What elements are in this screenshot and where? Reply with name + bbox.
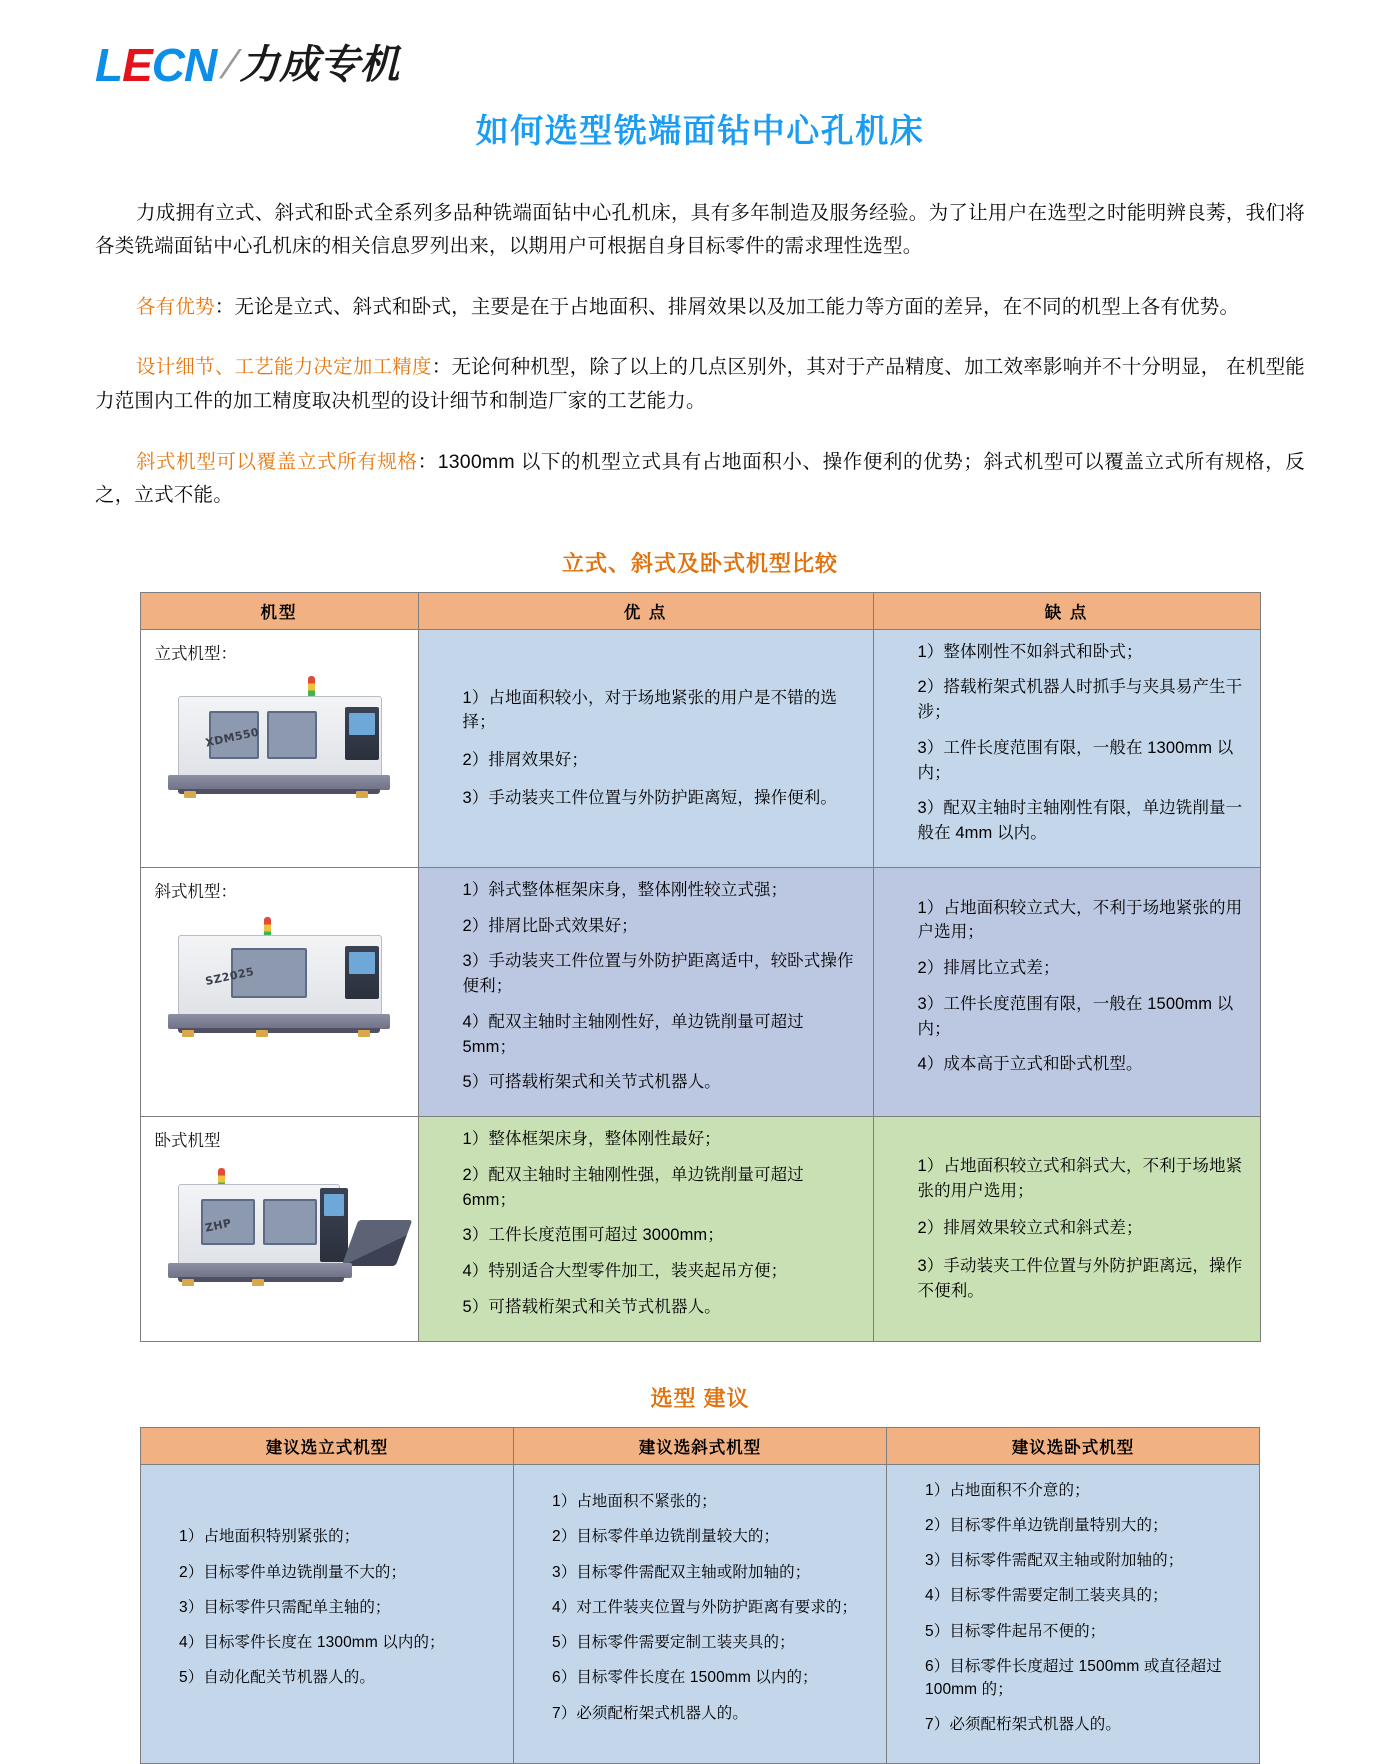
coverage-text: ：1300mm 以下的机型立式具有占地面积小、操作便利的优势；斜式机型可以覆盖立式所有规格，反之，立式不能。 <box>95 450 1305 507</box>
table-row <box>140 629 1260 867</box>
list-item: 4）特别适合大型零件加工，装夹起吊方便； <box>462 1262 788 1281</box>
list-item: 3）目标零件只需配单主轴的； <box>179 1598 391 1616</box>
pros-list-slant <box>433 878 859 1095</box>
pros-cell-slant <box>418 867 873 1116</box>
model-name-horizontal: 卧式机型 <box>154 1132 221 1151</box>
model-cell-vertical <box>140 629 418 867</box>
list-item: 4）对工件装夹位置与外防护距离有要求的； <box>552 1598 858 1616</box>
machine-foot <box>182 1279 194 1286</box>
machine-model-badge: XDM550 <box>204 725 261 750</box>
list-item: 1）占地面积较立式大，不利于场地紧张的用户选用； <box>917 898 1243 942</box>
list-item: 2）配双主轴时主轴刚性强，单边铣削量可超过 6mm； <box>462 1165 804 1209</box>
list-item: 6）目标零件长度在 1500mm 以内的； <box>552 1669 818 1687</box>
machine-window-right <box>263 1199 317 1245</box>
list-item: 1）占地面积较立式和斜式大，不利于场地紧张的用户选用； <box>917 1156 1243 1200</box>
list-item: 6）目标零件长度超过 1500mm 或直径超过 100mm 的； <box>925 1657 1222 1699</box>
header-cons: 缺 点 <box>873 592 1260 629</box>
control-panel <box>320 1188 348 1262</box>
advantage-text: ：无论是立式、斜式和卧式，主要是在于占地面积、排屑效果以及加工能力等方面的差异，在不同的机型上各有优势。 <box>214 295 1240 318</box>
cons-cell-slant <box>873 867 1260 1116</box>
chip-conveyor <box>342 1220 413 1266</box>
advantage-heading: 各有优势 <box>135 295 215 318</box>
logo-letter-l: L <box>95 39 123 91</box>
model-name-vertical: 立式机型： <box>154 644 237 663</box>
model-name-slant: 斜式机型： <box>154 882 237 901</box>
list-item: 4）成本高于立式和卧式机型。 <box>917 1055 1143 1074</box>
header-logo-bar <box>0 0 1400 92</box>
list-item: 2）排屑比卧式效果好； <box>462 916 638 935</box>
list-item: 1）斜式整体框架床身，整体刚性较立式强； <box>462 880 788 899</box>
machine-model-badge: ZHP <box>203 1216 233 1235</box>
pros-list-vertical <box>433 686 859 811</box>
page-title: 如何选型铣端面钻中心孔机床 <box>475 112 925 149</box>
list-item: 1）整体刚性不如斜式和卧式； <box>917 642 1143 661</box>
list-item: 7）必须配桁架式机器人的。 <box>552 1704 748 1722</box>
control-panel <box>345 707 379 760</box>
list-item: 2）排屑比立式差； <box>917 959 1060 978</box>
slant-machine-illustration <box>160 915 398 1033</box>
pros-cell-vertical <box>418 629 873 867</box>
precision-text: ：无论何种机型，除了以上的几点区别外，其对于产品精度、加工效率影响并不十分明显， 在机型能力范围内工件的加工精度取决机型的设计细节和制造厂家的工艺能力。 <box>95 356 1305 413</box>
machine-window-right <box>267 711 317 759</box>
model-cell-slant <box>140 867 418 1116</box>
advice-table <box>140 1427 1260 1764</box>
advantage-paragraph <box>95 291 1305 325</box>
pros-cell-horizontal <box>418 1117 873 1342</box>
list-item: 4）目标零件需要定制工装夹具的； <box>925 1587 1168 1605</box>
machine-foot <box>358 1030 370 1037</box>
advice-list-slant <box>526 1490 874 1725</box>
machine-foot <box>252 1279 264 1286</box>
precision-paragraph <box>95 351 1305 418</box>
advice-cell-horizontal <box>887 1464 1260 1763</box>
cons-cell-vertical <box>873 629 1260 867</box>
list-item: 2）排屑效果较立式和斜式差； <box>917 1219 1143 1238</box>
advice-header-vertical: 建议选立式机型 <box>141 1427 514 1464</box>
logo-letters-cn: CN <box>151 39 217 91</box>
control-panel-screen <box>349 952 375 974</box>
list-item: 1）占地面积较小，对于场地紧张的用户是不错的选择； <box>462 688 837 732</box>
logo-chinese-name: 力成专机 <box>239 42 400 88</box>
list-item: 3）工件长度范围可超过 3000mm； <box>462 1226 724 1245</box>
list-item: 2）目标零件单边铣削量较大的； <box>552 1528 780 1546</box>
machine-body <box>178 1184 340 1265</box>
list-item: 5）目标零件需要定制工装夹具的； <box>552 1634 795 1652</box>
machine-base <box>168 1263 352 1278</box>
advice-header-row <box>141 1427 1260 1464</box>
signal-tower-icon <box>308 676 315 698</box>
advice-header-slant: 建议选斜式机型 <box>514 1427 887 1464</box>
advice-section-caption: 选型 建议 <box>650 1385 750 1411</box>
machine-body <box>178 935 382 1016</box>
list-item: 5）目标零件起吊不便的； <box>925 1622 1106 1640</box>
list-item: 2）目标零件单边铣削量不大的； <box>179 1563 407 1581</box>
machine-foot <box>182 1030 194 1037</box>
list-item: 5）自动化配关节机器人的。 <box>179 1669 375 1687</box>
machine-base <box>168 775 390 790</box>
advice-header-horizontal: 建议选卧式机型 <box>887 1427 1260 1464</box>
coverage-heading: 斜式机型可以覆盖立式所有规格 <box>135 450 418 473</box>
control-panel-screen <box>324 1194 344 1216</box>
list-item: 5）可搭载桁架式和关节式机器人。 <box>462 1073 721 1092</box>
cons-list-slant <box>888 896 1246 1078</box>
cons-list-horizontal <box>888 1154 1246 1304</box>
control-panel <box>345 946 379 999</box>
cons-list-vertical <box>888 640 1246 846</box>
pros-list-horizontal <box>433 1127 859 1320</box>
list-item: 1）占地面积不紧张的； <box>552 1493 717 1511</box>
control-panel-screen <box>349 713 375 735</box>
list-item: 1）占地面积不介意的； <box>925 1481 1090 1499</box>
vertical-machine-illustration <box>160 676 398 794</box>
article-body <box>0 197 1400 513</box>
list-item: 3）目标零件需配双主轴或附加轴的； <box>925 1552 1184 1570</box>
model-cell-horizontal <box>140 1117 418 1342</box>
list-item: 5）可搭载桁架式和关节式机器人。 <box>462 1297 721 1316</box>
header-pros: 优 点 <box>418 592 873 629</box>
precision-heading: 设计细节、工艺能力决定加工精度 <box>135 356 432 379</box>
advice-list-vertical <box>153 1525 501 1689</box>
cons-cell-horizontal <box>873 1117 1260 1342</box>
comparison-table <box>140 592 1261 1342</box>
lecn-logo <box>95 39 400 91</box>
machine-model-badge: SZ2025 <box>204 964 256 988</box>
logo-letter-e: E <box>122 39 152 91</box>
intro-paragraph: 力成拥有立式、斜式和卧式全系列多品种铣端面钻中心孔机床，具有多年制造及服务经验。为了让用户在选型之时能明辨良莠，我们将各类铣端面钻中心孔机床的相关信息罗列出来，以期用户可根据自身目标零件的需求理性选型。 <box>95 201 1305 258</box>
machine-foot <box>256 1030 268 1037</box>
list-item: 7）必须配桁架式机器人的。 <box>925 1716 1121 1734</box>
list-item: 3）手动装夹工件位置与外防护距离适中，较卧式操作便利； <box>462 952 854 996</box>
list-item: 3）配双主轴时主轴刚性有限，单边铣削量一般在 4mm 以内。 <box>917 799 1243 843</box>
comparison-section-caption: 立式、斜式及卧式机型比较 <box>561 550 838 576</box>
list-item: 4）目标零件长度在 1300mm 以内的； <box>179 1634 445 1652</box>
advice-body-row <box>141 1464 1260 1763</box>
comparison-header-row <box>140 592 1260 629</box>
advice-list-horizontal <box>899 1479 1247 1737</box>
list-item: 2）目标零件单边铣削量特别大的； <box>925 1516 1168 1534</box>
machine-base-shadow <box>178 789 380 794</box>
list-item: 2）排屑效果好； <box>462 751 588 770</box>
list-item: 3）手动装夹工件位置与外防护距离短，操作便利。 <box>462 788 837 807</box>
advice-cell-slant <box>514 1464 887 1763</box>
table-row <box>140 867 1260 1116</box>
list-item: 3）手动装夹工件位置与外防护距离远，操作不便利。 <box>917 1257 1243 1300</box>
list-item: 1）整体框架床身，整体刚性最好； <box>462 1130 721 1149</box>
table-row <box>140 1117 1260 1342</box>
machine-base <box>168 1014 390 1029</box>
machine-foot <box>356 791 368 798</box>
list-item: 4）配双主轴时主轴刚性好，单边铣削量可超过 5mm； <box>462 1012 804 1056</box>
list-item: 2）搭载桁架式机器人时抓手与夹具易产生干涉； <box>917 678 1243 722</box>
list-item: 1）占地面积特别紧张的； <box>179 1528 360 1546</box>
advice-cell-vertical <box>141 1464 514 1763</box>
coverage-paragraph <box>95 446 1305 513</box>
horizontal-machine-illustration <box>160 1164 398 1282</box>
logo-slash-divider: / <box>219 43 240 87</box>
list-item: 3）工件长度范围有限，一般在 1300mm 以内； <box>917 738 1234 782</box>
header-model: 机型 <box>140 592 418 629</box>
machine-foot <box>184 791 196 798</box>
list-item: 3）目标零件需配双主轴或附加轴的； <box>552 1563 811 1581</box>
list-item: 3）工件长度范围有限，一般在 1500mm 以内； <box>917 994 1234 1038</box>
machine-base-shadow <box>178 1028 380 1033</box>
machine-body <box>178 696 382 777</box>
